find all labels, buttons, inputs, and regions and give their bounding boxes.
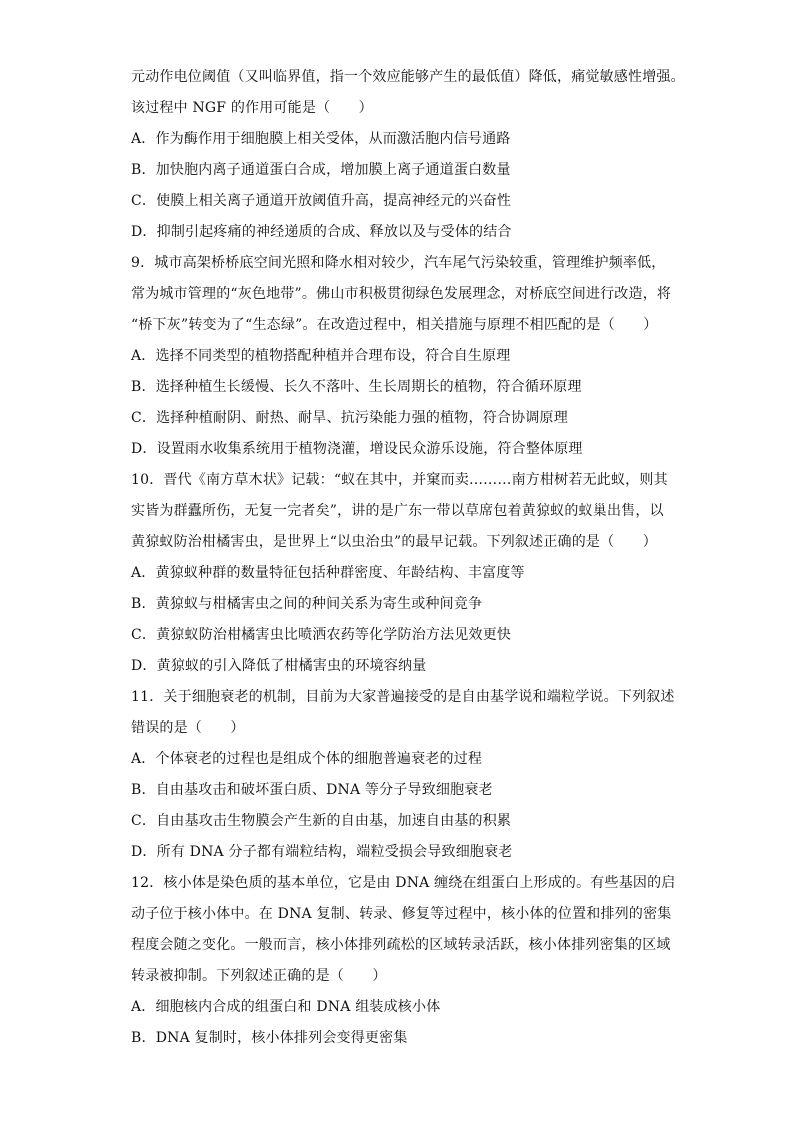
option-b: B．黄猄蚁与柑橘害虫之间的种间关系为寄生或种间竞争	[131, 596, 483, 612]
option-d: D．所有 DNA 分子都有端粒结构，端粒受损会导致细胞衰老	[131, 844, 513, 860]
option-c: C．使膜上相关离子通道开放阈值升高，提高神经元的兴奋性	[131, 193, 512, 209]
option-b: B．加快胞内离子通道蛋白合成，增加膜上离子通道蛋白数量	[131, 162, 511, 178]
question-10	[131, 465, 671, 682]
option-b: B．DNA 复制时，核小体排列会变得更密集	[131, 1030, 408, 1046]
question-9	[131, 248, 671, 465]
question-8-continued	[131, 62, 685, 248]
question-stem-line: 10．晋代《南方草木状》记载：“蚁在其中，并窠而卖………南方柑树若无此蚁，则其	[131, 472, 668, 488]
question-stem-line: 12．核小体是染色质的基本单位，它是由 DNA 缠绕在组蛋白上形成的。有些基因的启	[131, 875, 676, 891]
question-stem-line: 动子位于核小体中。在 DNA 复制、转录、修复等过程中，核小体的位置和排列的密集	[131, 906, 672, 922]
option-a: A．黄猄蚁种群的数量特征包括种群密度、年龄结构、丰富度等	[131, 565, 525, 581]
question-12	[131, 868, 676, 1054]
question-stem-line: 元动作电位阈值（又叫临界值，指一个效应能够产生的最低值）降低，痛觉敏感性增强。	[131, 69, 685, 85]
question-stem-line: “桥下灰”转变为了“生态绿”。在改造过程中，相关措施与原理不相匹配的是（ ）	[131, 317, 658, 333]
option-d: D．抑制引起疼痛的神经递质的合成、释放以及与受体的结合	[131, 224, 512, 240]
question-11	[131, 682, 675, 868]
option-c: C．自由基攻击生物膜会产生新的自由基，加速自由基的积累	[131, 813, 512, 829]
question-stem-line: 程度会随之变化。一般而言，核小体排列疏松的区域转录活跃，核小体排列密集的区域	[131, 937, 671, 953]
question-stem-line: 实皆为群蠹所伤，无复一完者矣”，讲的是广东一带以草席包着黄猄蚁的蚁巢出售，以	[131, 503, 664, 519]
question-stem-line: 转录被抑制。下列叙述正确的是（ ）	[131, 968, 387, 984]
option-a: A．个体衰老的过程也是组成个体的细胞普遍衰老的过程	[131, 751, 483, 767]
option-a: A．选择不同类型的植物搭配种植并合理布设，符合自生原理	[131, 348, 511, 364]
question-stem-line: 黄猄蚁防治柑橘害虫，是世界上“以虫治虫”的最早记载。下列叙述正确的是（ ）	[131, 534, 657, 550]
option-c: C．黄猄蚁防治柑橘害虫比喷洒农药等化学防治方法见效更快	[131, 627, 512, 643]
question-stem-line: 11．关于细胞衰老的机制，目前为大家普遍接受的是自由基学说和端粒学说。下列叙述	[131, 689, 675, 705]
option-c: C．选择种植耐阴、耐热、耐旱、抗污染能力强的植物，符合协调原理	[131, 410, 568, 426]
question-stem-line: 该过程中 NGF 的作用可能是（ ）	[131, 100, 373, 116]
question-stem-line: 9．城市高架桥桥底空间光照和降水相对较少，汽车尾气污染较重，管理维护频率低，	[131, 255, 666, 271]
question-stem-line: 错误的是（ ）	[131, 720, 245, 736]
option-b: B．自由基攻击和破坏蛋白质、DNA 等分子导致细胞衰老	[131, 782, 493, 798]
option-d: D．设置雨水收集系统用于植物浇灌，增设民众游乐设施，符合整体原理	[131, 441, 583, 457]
option-b: B．选择种植生长缓慢、长久不落叶、生长周期长的植物，符合循环原理	[131, 379, 582, 395]
question-stem-line: 常为城市管理的“灰色地带”。佛山市积极贯彻绿色发展理念，对桥底空间进行改造，将	[131, 286, 672, 302]
option-a: A．细胞核内合成的组蛋白和 DNA 组装成核小体	[131, 999, 441, 1015]
question-content	[131, 62, 685, 1054]
option-a: A．作为酶作用于细胞膜上相关受体，从而激活胞内信号通路	[131, 131, 511, 147]
option-d: D．黄猄蚁的引入降低了柑橘害虫的环境容纳量	[131, 658, 427, 674]
